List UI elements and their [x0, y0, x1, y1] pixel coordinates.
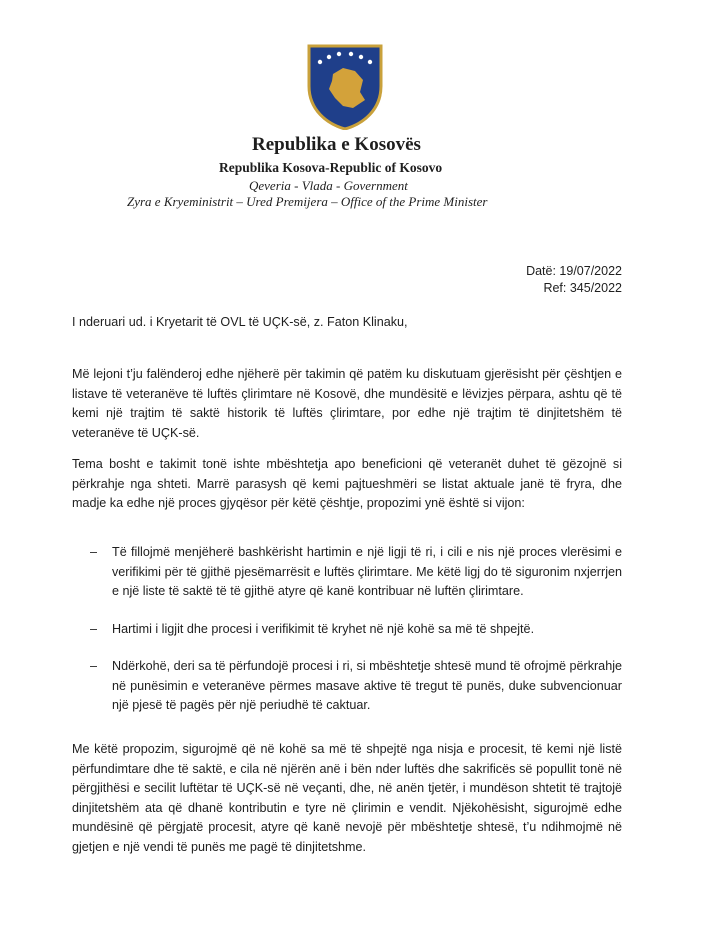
coat-of-arms-icon	[305, 40, 385, 130]
letterhead-office: Zyra e Kryeministrit – Ured Premijera – Office of the Prime Minister	[127, 194, 488, 209]
list-item	[90, 620, 622, 640]
letter-paragraph-2: Tema bosht e takimit tonë ishte mbështetja apo beneficioni që veteranët duhet të gëzojnë si përkrahje nga shteti. Marrë parasysh që kemi pajtueshmëri se listat aktuale janë të fryra, dhe madje ka edhe një proces gjyqësor për këtë çështje, propozimi ynë është si vijon:	[72, 457, 622, 510]
document-reference: Ref: 345/2022	[543, 281, 622, 295]
letter-greeting: I nderuari ud. i Kryetarit të OVL të UÇK-së, z. Faton Klinaku,	[72, 315, 408, 329]
document-date: Datë: 19/07/2022	[526, 264, 622, 278]
list-item	[90, 657, 622, 716]
letterhead-title: Republika e Kosovës	[252, 134, 421, 155]
list-marker: –	[90, 621, 98, 636]
letterhead-subtitle: Republika Kosova-Republic of Kosovo	[219, 160, 443, 175]
document-meta	[526, 263, 622, 297]
list-item-text: Të fillojmë menjëherë bashkërisht hartimin e një ligji të ri, i cili e nis një proces vlerësimi e verifikimi për të gjithë pjesëmarrësit e luftës çlirimtare. Me këtë ligj do të siguronim nxjerrjen e një liste të saktë të të gjithë atyre që kanë kontribuar në luftën çlirimtare.	[112, 545, 622, 598]
letterhead-government: Qeveria - Vlada - Government	[249, 178, 408, 193]
letter-paragraph-3: Me këtë propozim, sigurojmë që në kohë sa më të shpejtë nga nisja e procesit, të kemi një listë përfundimtare dhe të saktë, e cila në njërën anë i bën nder luftës dhe sakrificës së popullit tonë në përgjithësi e secilit luftëtar të UÇK-së në veçanti, dhe, në anën tjetër, i mundëson shtetit të trajtojë dinjitetshëm ata që dhanë kontributin e tyre në çlirimin e vendit. Njëkohësisht, sigurojmë edhe mundësinë që përgjatë procesit, atyre që kanë nevojë për mbështetje shtesë, t’u ndihmojmë në gjetjen e një vendi të punës me pagë të dinjitetshme.	[72, 742, 622, 854]
list-item-text: Hartimi i ligjit dhe procesi i verifikimit të kryhet në një kohë sa më të shpejtë.	[112, 621, 535, 636]
list-marker: –	[90, 545, 98, 559]
proposal-list	[90, 543, 622, 734]
list-item-text: Ndërkohë, deri sa të përfundojë procesi i ri, si mbështetje shtesë mund të ofrojmë përkrahje në punësimin e veteranëve përmes masave aktive të tregut të punës, duke subvencionuar një pjesë të pagës për një periudhë të caktuar.	[112, 659, 622, 712]
letter-paragraph-1: Më lejoni t’ju falënderoj edhe njëherë për takimin që patëm ku diskutuam gjerësisht për çështjen e listave të veteranëve të luftës çlirimtare në Kosovë, dhe mundësitë e lëvizjes përpara, ashtu që të kemi një trajtim të saktë historik të luftës çlirimtare, por edhe një trajtim të dinjitetshëm të veteranëve të UÇK-së.	[72, 367, 622, 440]
list-marker: –	[90, 659, 98, 673]
list-item	[90, 543, 622, 602]
